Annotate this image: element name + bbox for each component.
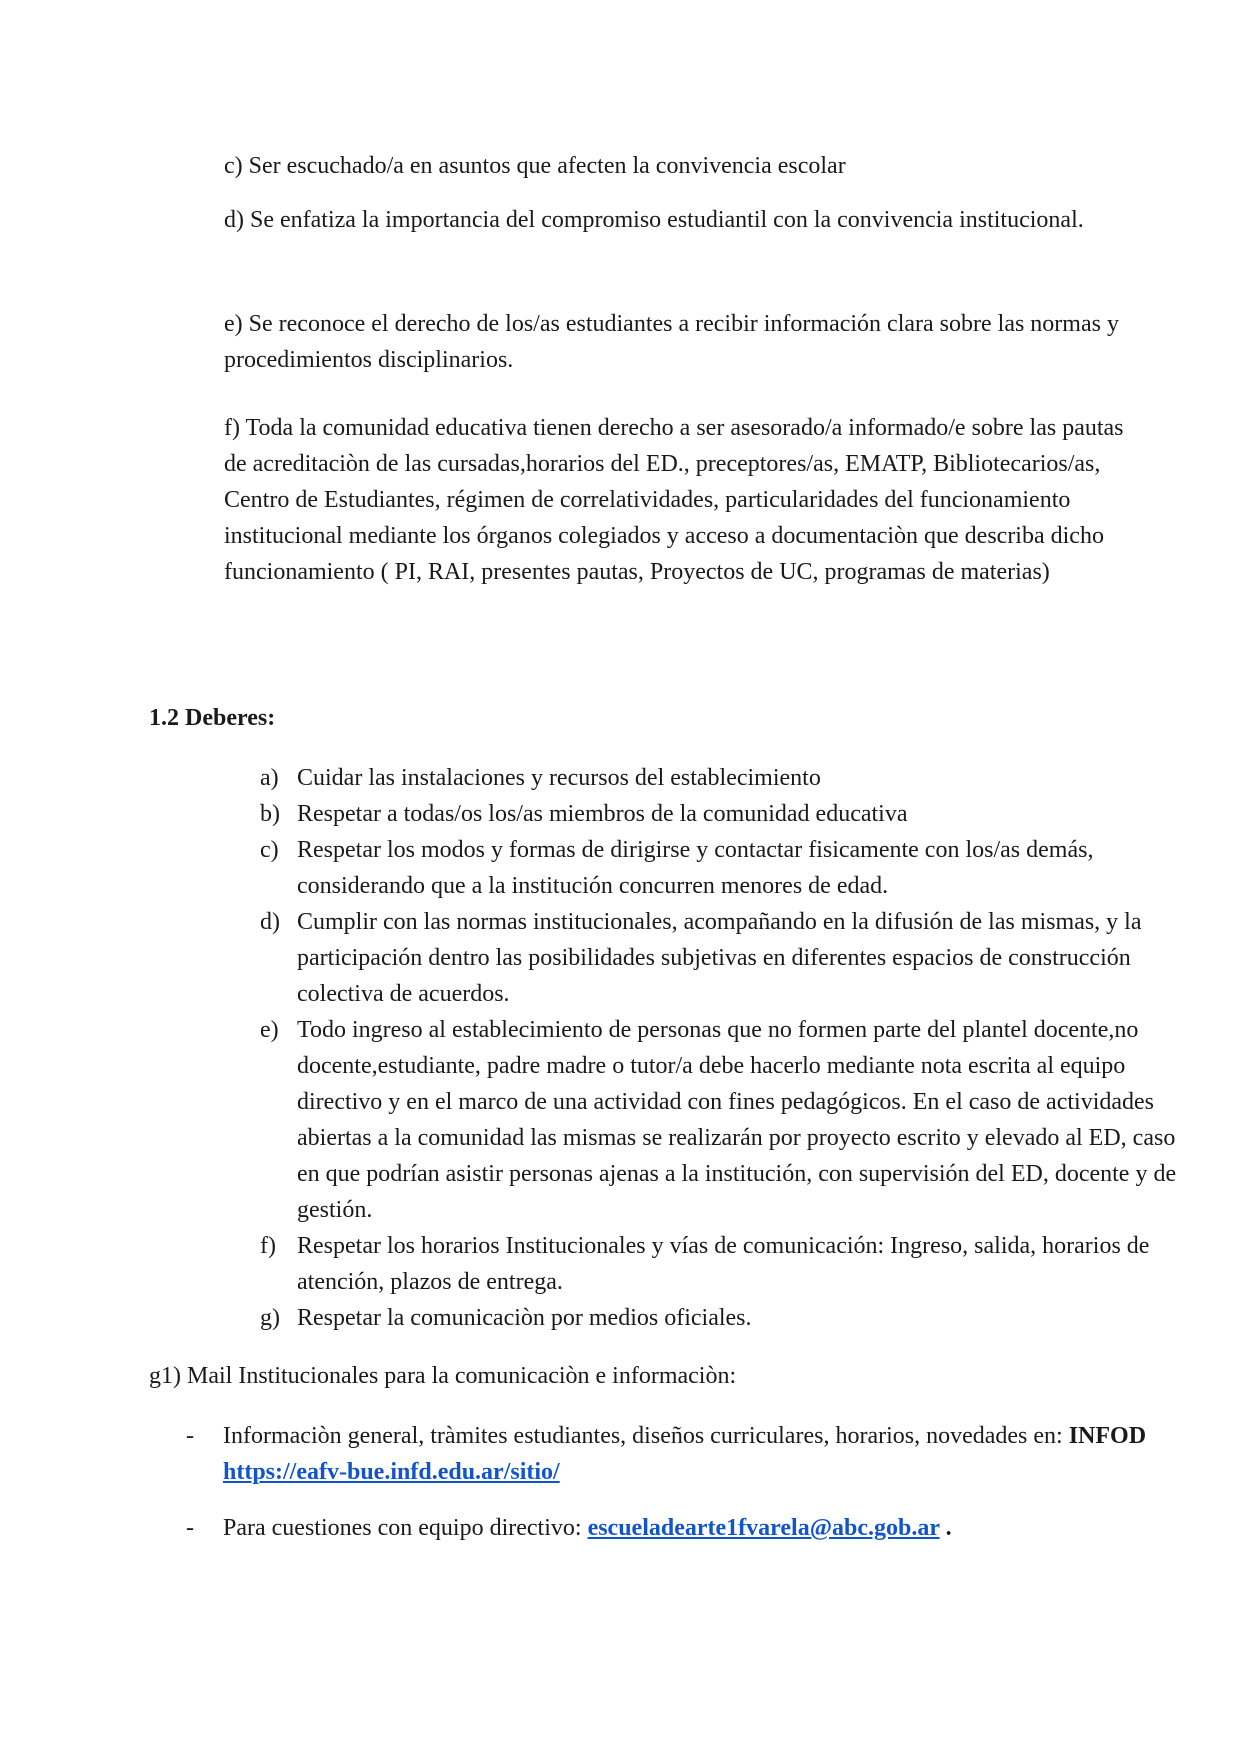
list-marker: g) bbox=[260, 1305, 280, 1331]
rights-item-c: c) Ser escuchado/a en asuntos que afecten la convivencia escolar bbox=[224, 153, 846, 179]
list-item-text: Respetar los modos y formas de dirigirse y contactar fisicamente con los/as demás, considerando que a la institución concurren menores de edad. bbox=[297, 837, 1094, 899]
list-marker: b) bbox=[260, 801, 280, 827]
infod-text bbox=[223, 1418, 1148, 1490]
list-item-text: Cumplir con las normas institucionales, acompañando en la difusión de las mismas, y la participación dentro las posibilidades subjetivas en diferentes espacios de construcción colectiva de acuerdos. bbox=[297, 909, 1142, 1007]
list-marker: d) bbox=[260, 909, 280, 935]
list-marker: e) bbox=[260, 1017, 279, 1043]
directivo-description: Para cuestiones con equipo directivo: bbox=[223, 1515, 588, 1541]
infod-link[interactable]: https://eafv-bue.infd.edu.ar/sitio/ bbox=[223, 1459, 560, 1485]
infod-description: Informaciòn general, tràmites estudiantes, diseños curriculares, horarios, novedades en: bbox=[223, 1423, 1069, 1449]
list-marker: a) bbox=[260, 765, 279, 791]
list-item-text: Respetar la comunicaciòn por medios oficiales. bbox=[297, 1305, 752, 1331]
list-item-text: Cuidar las instalaciones y recursos del establecimiento bbox=[297, 765, 821, 791]
directivo-text bbox=[223, 1510, 1148, 1546]
bullet-dash: - bbox=[186, 1423, 194, 1449]
directivo-end: . bbox=[939, 1515, 952, 1541]
rights-item-e: e) Se reconoce el derecho de los/as estudiantes a recibir información clara sobre las normas y procedimientos disciplinarios. bbox=[224, 311, 1119, 373]
rights-item-f: f) Toda la comunidad educativa tienen derecho a ser asesorado/a informado/e sobre las pautas de acreditaciòn de las cursadas,horarios del ED., preceptores/as, EMATP, Bibliotecarios/as, Centro de Estudiantes, régimen de correlatividades, particularidades del funcionamiento institucional mediante los órganos colegiados y acceso a documentaciòn que describa dicho funcionamiento ( PI, RAI, presentes pautas, Proyectos de UC, programas de materias) bbox=[224, 415, 1124, 585]
infod-label: INFOD bbox=[1068, 1423, 1147, 1449]
rights-item-d: d) Se enfatiza la importancia del compromiso estudiantil con la convivencia institucional. bbox=[224, 207, 1084, 233]
g1-intro: g1) Mail Institucionales para la comunicaciòn e informaciòn: bbox=[149, 1363, 737, 1389]
list-marker: f) bbox=[260, 1233, 276, 1259]
list-item-text: Respetar los horarios Institucionales y vías de comunicación: Ingreso, salida, horarios de atención, plazos de entrega. bbox=[297, 1233, 1150, 1295]
list-item-text: Todo ingreso al establecimiento de personas que no formen parte del plantel docente,no docente,estudiante, padre madre o tutor/a debe hacerlo mediante nota escrita al equipo directivo y en el marco de una actividad con fines pedagógicos. En el caso de actividades abiertas a la comunidad las mismas se realizarán por proyecto escrito y elevado al ED, caso en que podrían asistir personas ajenas a la institución, con supervisión del ED, docente y de gestión. bbox=[297, 1017, 1177, 1223]
list-item-text: Respetar a todas/os los/as miembros de la comunidad educativa bbox=[297, 801, 908, 827]
bullet-dash: - bbox=[186, 1515, 194, 1541]
list-marker: c) bbox=[260, 837, 279, 863]
section-heading-deberes: 1.2 Deberes: bbox=[149, 705, 276, 731]
directivo-email-link[interactable]: escueladearte1fvarela@abc.gob.ar bbox=[587, 1515, 940, 1541]
